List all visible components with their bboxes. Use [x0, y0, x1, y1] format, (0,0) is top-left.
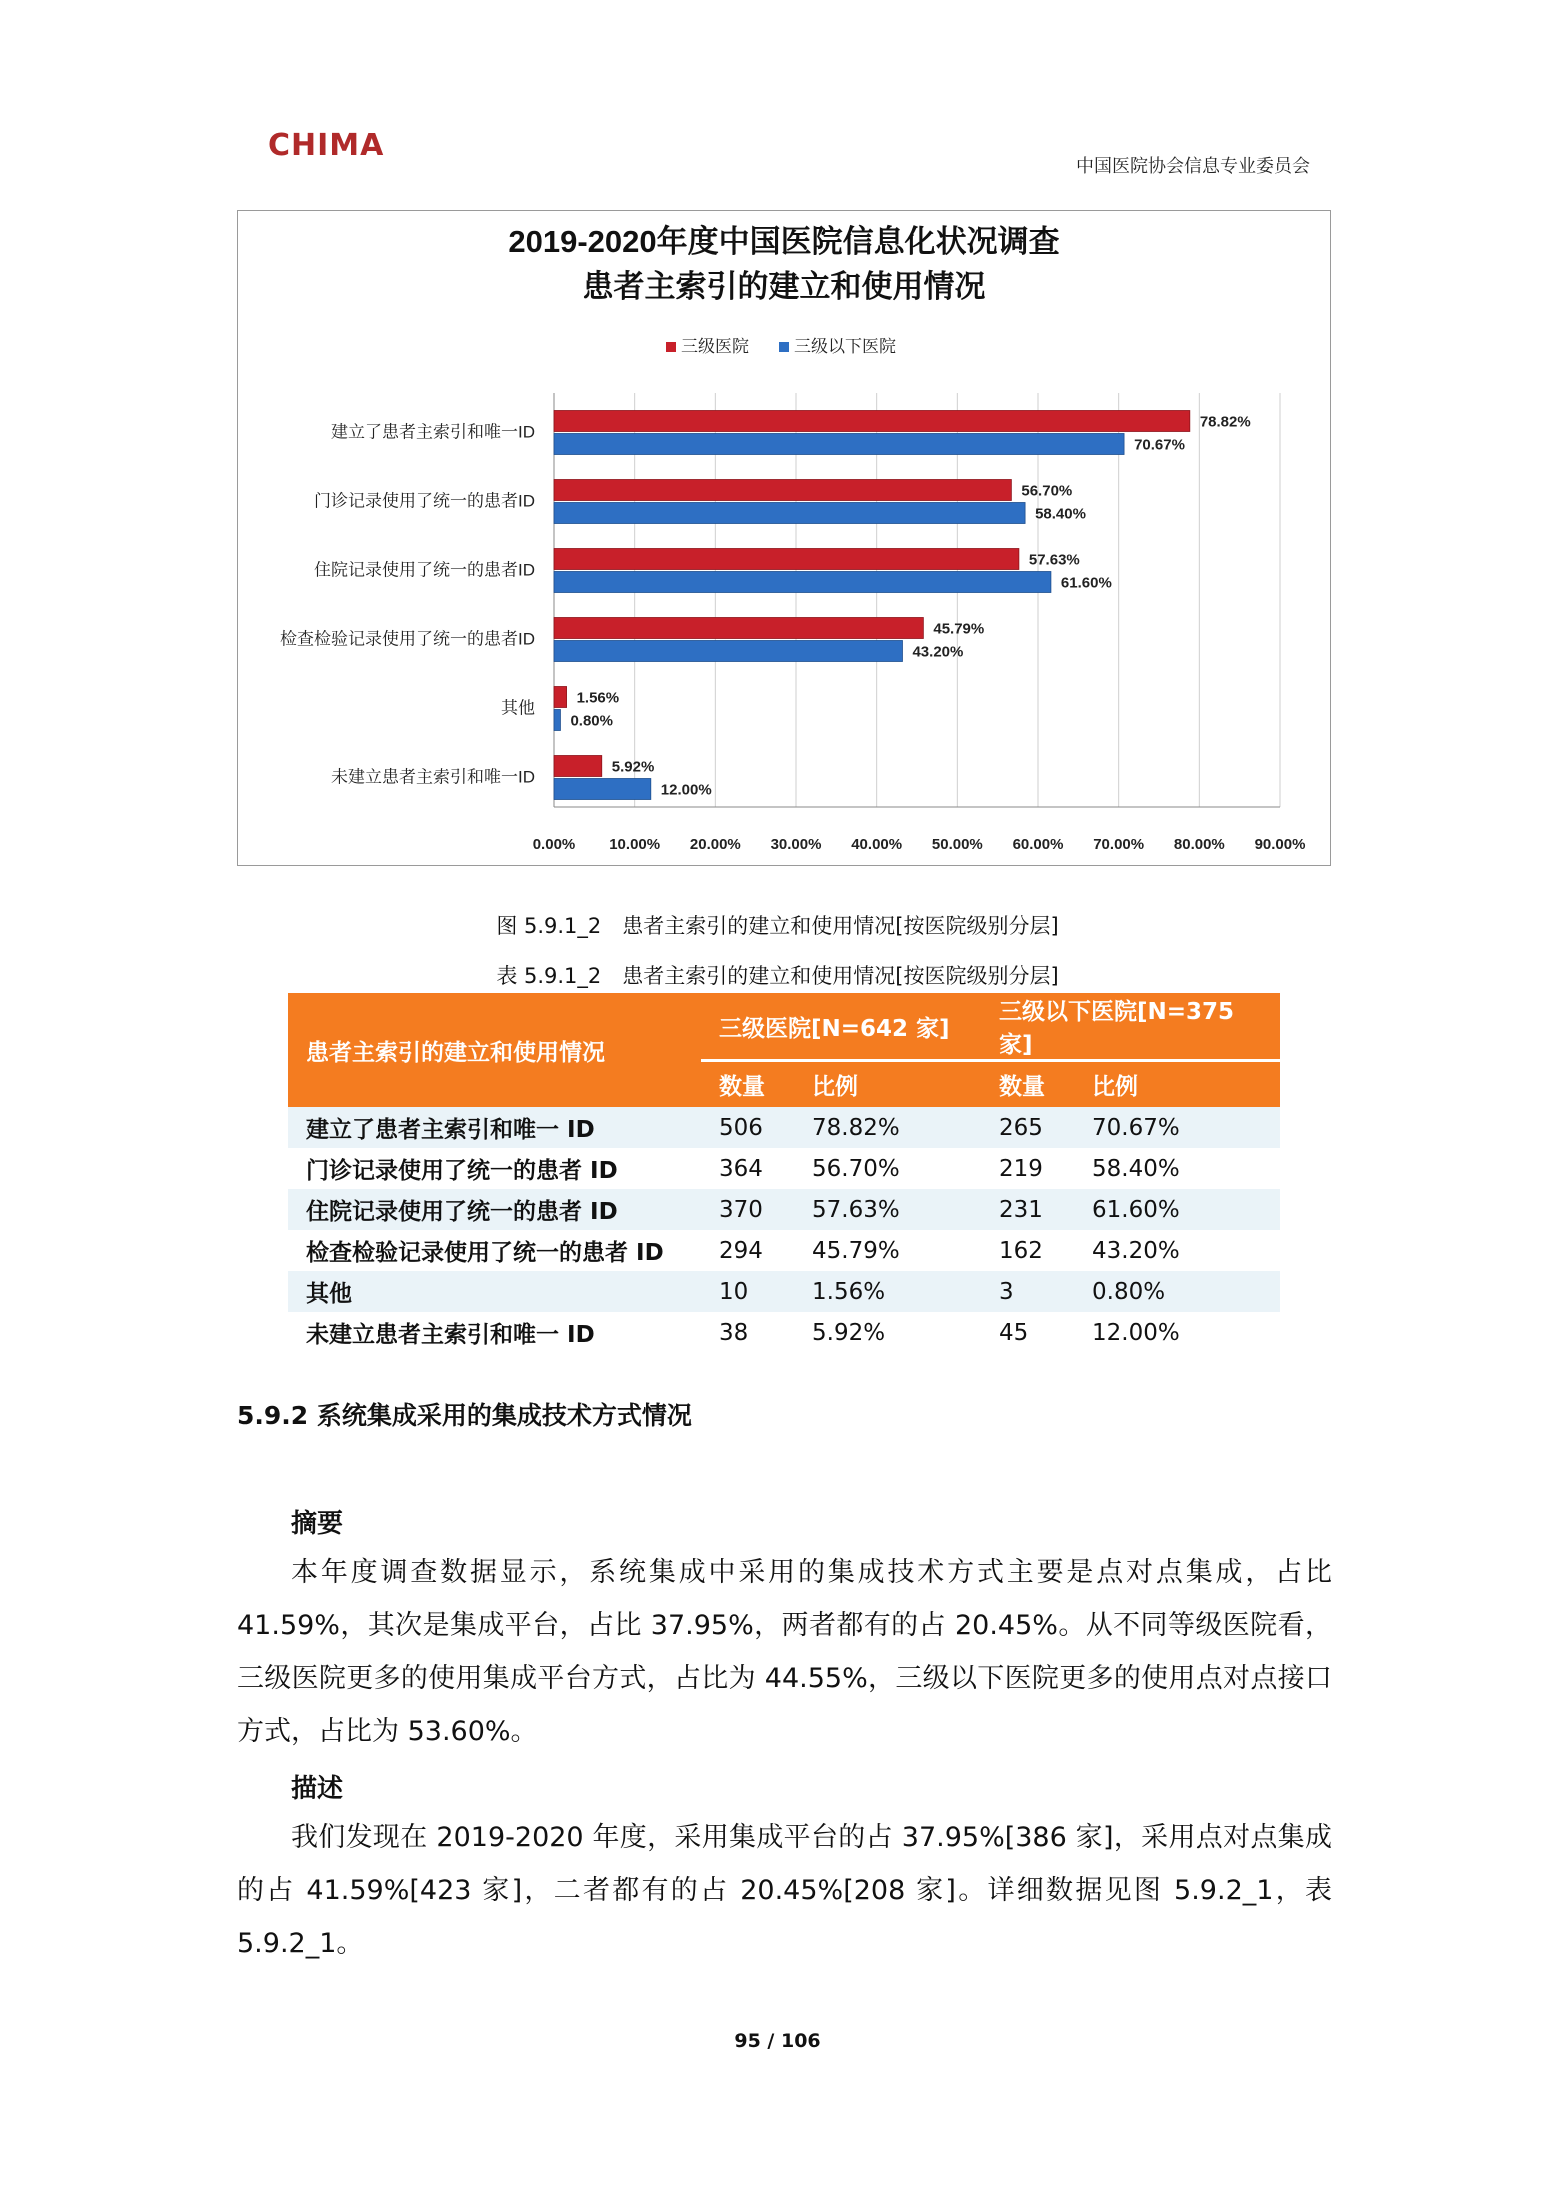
chart-gridlines: [554, 393, 1280, 807]
x-tick-label: 50.00%: [931, 836, 983, 853]
chart-bars: [554, 411, 1251, 800]
cell-count: 506: [701, 1107, 794, 1148]
chart-category-labels: [280, 423, 535, 787]
row-label: 检查检验记录使用了统一的患者 ID: [288, 1230, 701, 1271]
bar-chart: [238, 211, 1330, 865]
data-label: 70.67%: [1134, 436, 1185, 454]
data-label: 61.60%: [1060, 574, 1112, 592]
description-paragraph: 我们发现在 2019-2020 年度，采用集成平台的占 37.95%[386 家]，采用点对点集成的占 41.59%[423 家]，二者都有的占 20.45%[208 家]。详细数据见图 5.9.2_1，表 5.9.2_1。: [237, 1822, 1332, 1959]
chart-x-tick-labels: [533, 836, 1306, 853]
table-row: [288, 1189, 1280, 1230]
table-col-count: 数量: [701, 1061, 794, 1108]
row-label: 未建立患者主索引和唯一 ID: [288, 1312, 701, 1353]
x-tick-label: 80.00%: [1173, 836, 1225, 853]
table-group-level3: 三级医院[N=642 家]: [701, 993, 981, 1061]
table-col-ratio: 比例: [794, 1061, 981, 1108]
legend-label: 三级以下医院: [794, 337, 896, 356]
chima-logo: CHIMA: [268, 128, 385, 163]
data-label: 43.20%: [912, 643, 964, 661]
row-label: 门诊记录使用了统一的患者 ID: [288, 1148, 701, 1189]
bar: [554, 549, 1019, 570]
bar: [554, 618, 923, 639]
cell-count: 265: [981, 1107, 1074, 1148]
data-label: 12.00%: [660, 781, 712, 799]
x-tick-label: 10.00%: [609, 836, 661, 853]
chart-container: [237, 210, 1331, 866]
section-title: 5.9.2 系统集成采用的集成技术方式情况: [237, 1401, 692, 1430]
legend-label: 三级医院: [681, 337, 749, 356]
category-label: 其他: [501, 698, 535, 718]
x-tick-label: 90.00%: [1254, 836, 1306, 853]
data-label: 1.56%: [576, 689, 620, 707]
x-tick-label: 20.00%: [689, 836, 741, 853]
data-label: 5.92%: [611, 758, 655, 776]
cell-ratio: 70.67%: [1074, 1107, 1280, 1148]
cell-count: 38: [701, 1312, 794, 1353]
table-group-below-level3: 三级以下医院[N=375 家]: [981, 993, 1280, 1061]
cell-count: 45: [981, 1312, 1074, 1353]
cell-ratio: 5.92%: [794, 1312, 981, 1353]
chart-legend: [666, 337, 896, 356]
bar: [554, 572, 1051, 593]
x-tick-label: 30.00%: [770, 836, 822, 853]
cell-ratio: 45.79%: [794, 1230, 981, 1271]
x-tick-label: 70.00%: [1093, 836, 1145, 853]
data-label: 58.40%: [1035, 505, 1086, 523]
table-row: [288, 1271, 1280, 1312]
table-row-header: 患者主索引的建立和使用情况: [288, 993, 701, 1107]
bar: [554, 687, 567, 708]
legend-swatch: [666, 342, 676, 352]
cell-count: 294: [701, 1230, 794, 1271]
x-tick-label: 40.00%: [851, 836, 903, 853]
cell-count: 231: [981, 1189, 1074, 1230]
table-row: [288, 1230, 1280, 1271]
data-label: 57.63%: [1028, 551, 1080, 569]
bar: [554, 411, 1190, 432]
cell-count: 10: [701, 1271, 794, 1312]
table-row: [288, 1148, 1280, 1189]
bar: [554, 710, 560, 731]
bar: [554, 779, 651, 800]
cell-ratio: 61.60%: [1074, 1189, 1280, 1230]
data-label: 45.79%: [933, 620, 985, 638]
bar: [554, 503, 1025, 524]
organization-name: 中国医院协会信息专业委员会: [1076, 156, 1310, 177]
category-label: 建立了患者主索引和唯一ID: [331, 422, 535, 442]
bar: [554, 641, 902, 662]
summary-heading: 摘要: [291, 1509, 344, 1539]
data-label: 56.70%: [1021, 482, 1073, 500]
table-row: [288, 1312, 1280, 1353]
cell-ratio: 43.20%: [1074, 1230, 1280, 1271]
chart-subtitle: 患者主索引的建立和使用情况: [582, 269, 986, 304]
cell-ratio: 12.00%: [1074, 1312, 1280, 1353]
cell-count: 364: [701, 1148, 794, 1189]
description-heading: 描述: [291, 1774, 344, 1804]
data-label: 0.80%: [570, 712, 614, 730]
category-label: 门诊记录使用了统一的患者ID: [314, 491, 535, 511]
cell-count: 3: [981, 1271, 1074, 1312]
data-label: 78.82%: [1199, 413, 1251, 431]
chart-title: 2019-2020年度中国医院信息化状况调查: [508, 224, 1060, 259]
cell-count: 162: [981, 1230, 1074, 1271]
cell-count: 370: [701, 1189, 794, 1230]
page-number: 95 / 106: [734, 2030, 821, 2052]
data-table: [288, 993, 1280, 1353]
table-col-ratio: 比例: [1074, 1061, 1280, 1108]
row-label: 建立了患者主索引和唯一 ID: [288, 1107, 701, 1148]
bar: [554, 434, 1124, 455]
table-col-count: 数量: [981, 1061, 1074, 1108]
category-label: 住院记录使用了统一的患者ID: [314, 560, 535, 580]
legend-swatch: [779, 342, 789, 352]
cell-ratio: 1.56%: [794, 1271, 981, 1312]
figure-caption: 图 5.9.1_2 患者主索引的建立和使用情况[按医院级别分层]: [496, 914, 1059, 938]
bar: [554, 756, 602, 777]
summary-paragraph: 本年度调查数据显示，系统集成中采用的集成技术方式主要是点对点集成，占比 41.59%，其次是集成平台，占比 37.95%，两者都有的占 20.45%。从不同等级医院看，三级医院更多的使用集成平台方式，占比为 44.55%，三级以下医院更多的使用点对点接口方式，占比为 53.60%。: [237, 1557, 1332, 1747]
category-label: 未建立患者主索引和唯一ID: [331, 767, 535, 787]
table-row: [288, 1107, 1280, 1148]
table-caption: 表 5.9.1_2 患者主索引的建立和使用情况[按医院级别分层]: [496, 964, 1059, 988]
cell-ratio: 0.80%: [1074, 1271, 1280, 1312]
cell-ratio: 78.82%: [794, 1107, 981, 1148]
category-label: 检查检验记录使用了统一的患者ID: [280, 629, 535, 649]
x-tick-label: 0.00%: [532, 836, 576, 853]
cell-ratio: 56.70%: [794, 1148, 981, 1189]
cell-count: 219: [981, 1148, 1074, 1189]
row-label: 其他: [288, 1271, 701, 1312]
bar: [554, 480, 1011, 501]
cell-ratio: 58.40%: [1074, 1148, 1280, 1189]
cell-ratio: 57.63%: [794, 1189, 981, 1230]
row-label: 住院记录使用了统一的患者 ID: [288, 1189, 701, 1230]
x-tick-label: 60.00%: [1012, 836, 1064, 853]
